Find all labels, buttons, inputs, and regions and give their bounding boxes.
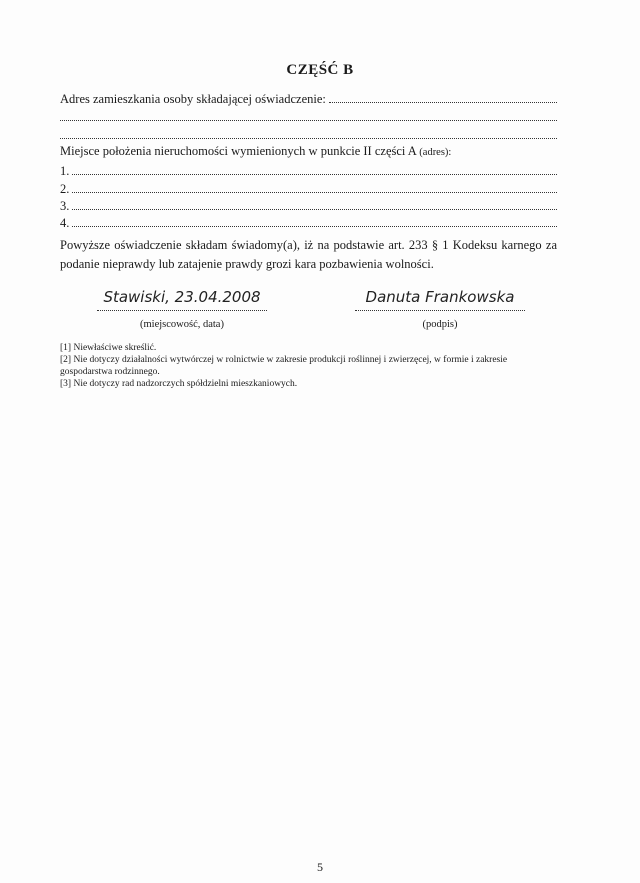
property-item-number: 1. [60,164,70,178]
page-number: 5 [317,860,323,874]
address-label: Adres zamieszkania osoby składającej oświadczenie: [60,92,326,106]
dotted-fill [72,225,557,227]
signature-block [355,284,525,330]
address-line-2 [60,109,557,125]
property-line-3 [60,198,557,214]
property-line-1 [60,163,557,179]
dotted-fill [329,101,557,103]
footnote-2: [2] Nie dotyczy działalności wytwórczej w rolnictwie w zakresie produkcji roślinnej i zwierzęcej, w formie i zakresie gospodarstwa rodzinnego. [60,355,508,377]
dotted-fill [72,191,557,193]
dotted-fill [72,208,557,210]
property-label: Miejsce położenia nieruchomości wymienionych w punkcie II części A (adres): [60,145,452,158]
property-item-number: 4. [60,216,70,230]
dotted-fill [72,173,557,175]
dotted-fill [60,119,557,121]
signature-caption: (podpis) [422,319,458,330]
place-date-block [97,284,267,330]
place-date-handwriting: Stawiski, 23.04.2008 [97,284,267,311]
section-title: CZĘŚĆ B [286,62,354,78]
property-label-line [60,145,557,161]
footnotes [60,342,560,390]
address-line-1 [60,91,557,107]
dotted-fill [60,137,557,139]
footnote-3: [3] Nie dotyczy rad nadzorczych spółdzielni mieszkaniowych. [60,379,298,389]
property-line-4 [60,215,557,231]
footnote-1: [1] Niewłaściwe skreślić. [60,343,157,353]
declaration-text: Powyższe oświadczenie składam świadomy(a), iż na podstawie art. 233 § 1 Kodeksu karnego za podanie nieprawdy lub zatajenie prawdy grozi kara pozbawienia wolności. [60,238,557,271]
property-item-number: 2. [60,182,70,196]
property-item-number: 3. [60,199,70,213]
property-line-2 [60,181,557,197]
place-date-caption: (miejscowość, data) [140,319,224,330]
signature-handwriting: Danuta Frankowska [355,284,525,311]
address-line-3 [60,127,557,143]
